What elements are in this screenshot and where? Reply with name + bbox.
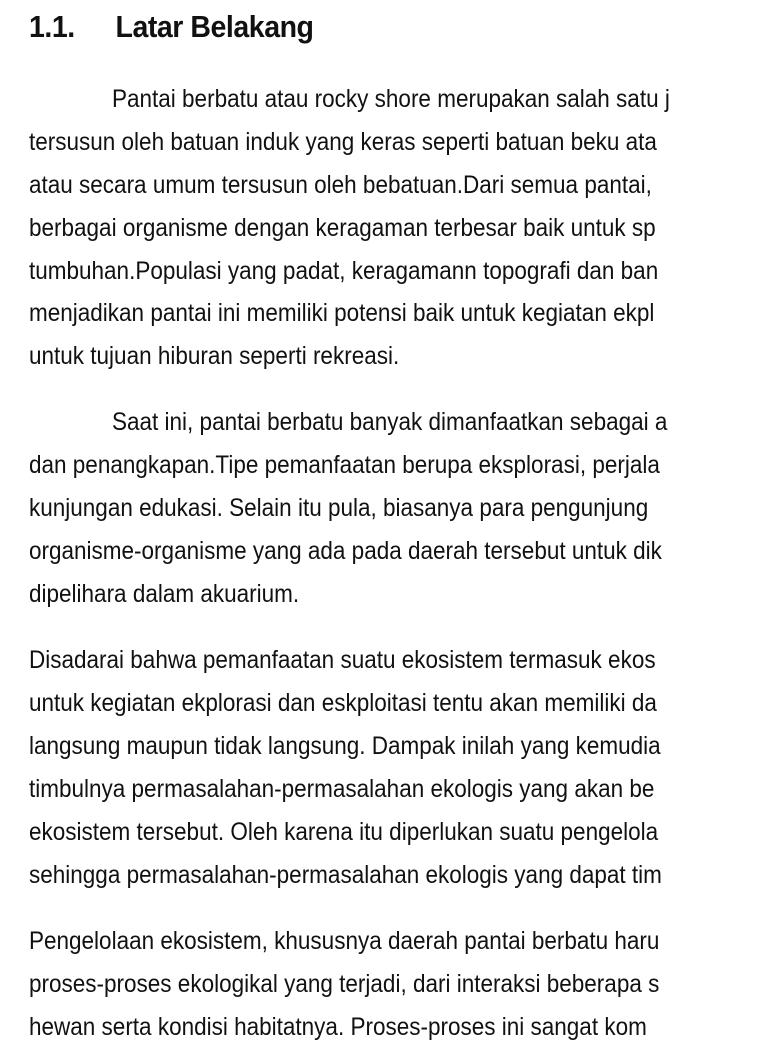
section-title: Latar Belakang [115,9,314,44]
text-line: Pengelolaan ekosistem, khususnya daerah pantai berbatu haru [29,927,660,955]
text-line: Pantai berbatu atau rocky shore merupakan salah satu j [112,85,670,113]
text-line: Disadarai bahwa pemanfaatan suatu ekosistem termasuk ekos [29,646,656,674]
text-line: tersusun oleh batuan induk yang keras seperti batuan beku ata [29,128,657,156]
text-line: organisme-organisme yang ada pada daerah tersebut untuk dik [29,537,662,565]
text-line: timbulnya permasalahan-permasalahan ekologis yang akan be [29,775,655,803]
text-line: Saat ini, pantai berbatu banyak dimanfaatkan sebagai a [112,408,668,436]
text-line: hewan serta kondisi habitatnya. Proses-proses ini sangat kom [29,1013,647,1041]
text-line: kunjungan edukasi. Selain itu pula, biasanya para pengunjung [29,494,649,522]
text-line: langsung maupun tidak langsung. Dampak inilah yang kemudia [29,732,661,760]
text-line: tumbuhan.Populasi yang padat, keragamann topografi dan ban [29,257,659,285]
text-line: atau secara umum tersusun oleh bebatuan.Dari semua pantai, [29,171,652,199]
text-line: menjadikan pantai ini memiliki potensi baik untuk kegiatan ekpl [29,299,655,327]
text-line: dipelihara dalam akuarium. [29,580,300,608]
section-number: 1.1. [29,9,75,44]
text-line: berbagai organisme dengan keragaman terbesar baik untuk sp [29,214,656,242]
text-line: untuk tujuan hiburan seperti rekreasi. [29,342,400,370]
text-line: ekosistem tersebut. Oleh karena itu diperlukan suatu pengelola [29,818,659,846]
text-line: proses-proses ekologikal yang terjadi, dari interaksi beberapa s [29,970,660,998]
text-line: untuk kegiatan ekplorasi dan eskploitasi tentu akan memiliki da [29,689,657,717]
section-heading [29,4,314,50]
text-line: dan penangkapan.Tipe pemanfaatan berupa eksplorasi, perjala [29,451,660,479]
text-line: sehingga permasalahan-permasalahan ekologis yang dapat tim [29,861,662,889]
